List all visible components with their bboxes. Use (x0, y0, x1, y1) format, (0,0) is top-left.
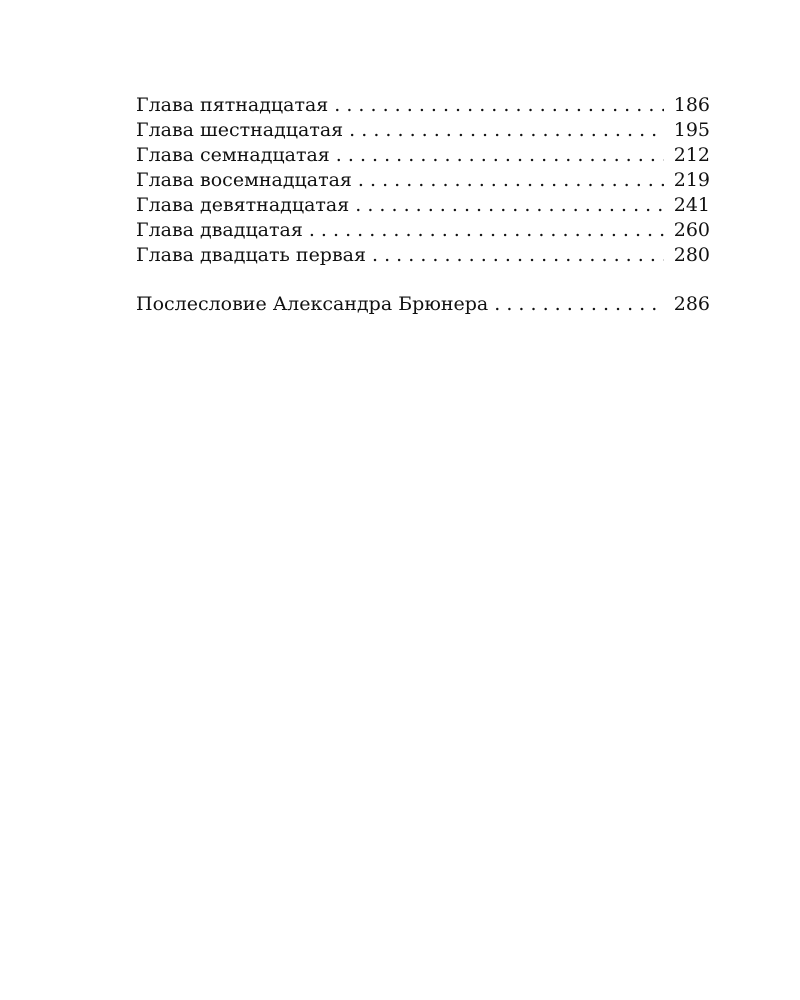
toc-entry-page-number: 260 (673, 219, 710, 241)
toc-entry-title: Глава двадцать первая (136, 244, 366, 266)
toc-entry-title: Послесловие Александра Брюнера (136, 293, 489, 315)
toc-dot-leader (358, 168, 664, 193)
toc-entry-chapter-20 (136, 218, 710, 243)
toc-dot-leader (494, 292, 664, 317)
toc-entry-page-number: 212 (673, 144, 710, 166)
toc-entry-title: Глава шестнадцатая (136, 119, 344, 141)
toc-entry-chapter-19 (136, 193, 710, 218)
toc-entry-chapter-18 (136, 168, 710, 193)
toc-entry-afterword (136, 292, 710, 317)
toc-entry-page-number: 241 (673, 194, 710, 216)
toc-dot-leader (355, 193, 664, 218)
toc-section-spacer (136, 268, 710, 292)
toc-entry-title: Глава девятнадцатая (136, 194, 350, 216)
toc-dot-leader (372, 243, 664, 268)
toc-dot-leader (336, 143, 664, 168)
toc-entry-title: Глава двадцатая (136, 219, 303, 241)
table-of-contents (136, 93, 710, 317)
toc-entry-page-number: 186 (673, 94, 710, 116)
toc-entry-title: Глава восемнадцатая (136, 169, 352, 191)
toc-entry-chapter-17 (136, 143, 710, 168)
toc-entry-chapter-21 (136, 243, 710, 268)
toc-entry-chapter-16 (136, 118, 710, 143)
toc-dot-leader (309, 218, 664, 243)
toc-dot-leader (349, 118, 664, 143)
toc-entry-page-number: 219 (673, 169, 710, 191)
toc-entry-title: Глава пятнадцатая (136, 94, 329, 116)
toc-dot-leader (334, 93, 664, 118)
toc-entry-page-number: 280 (673, 244, 710, 266)
toc-entry-page-number: 286 (673, 293, 710, 315)
toc-entry-chapter-15 (136, 93, 710, 118)
toc-entry-title: Глава семнадцатая (136, 144, 330, 166)
toc-entry-page-number: 195 (673, 119, 710, 141)
